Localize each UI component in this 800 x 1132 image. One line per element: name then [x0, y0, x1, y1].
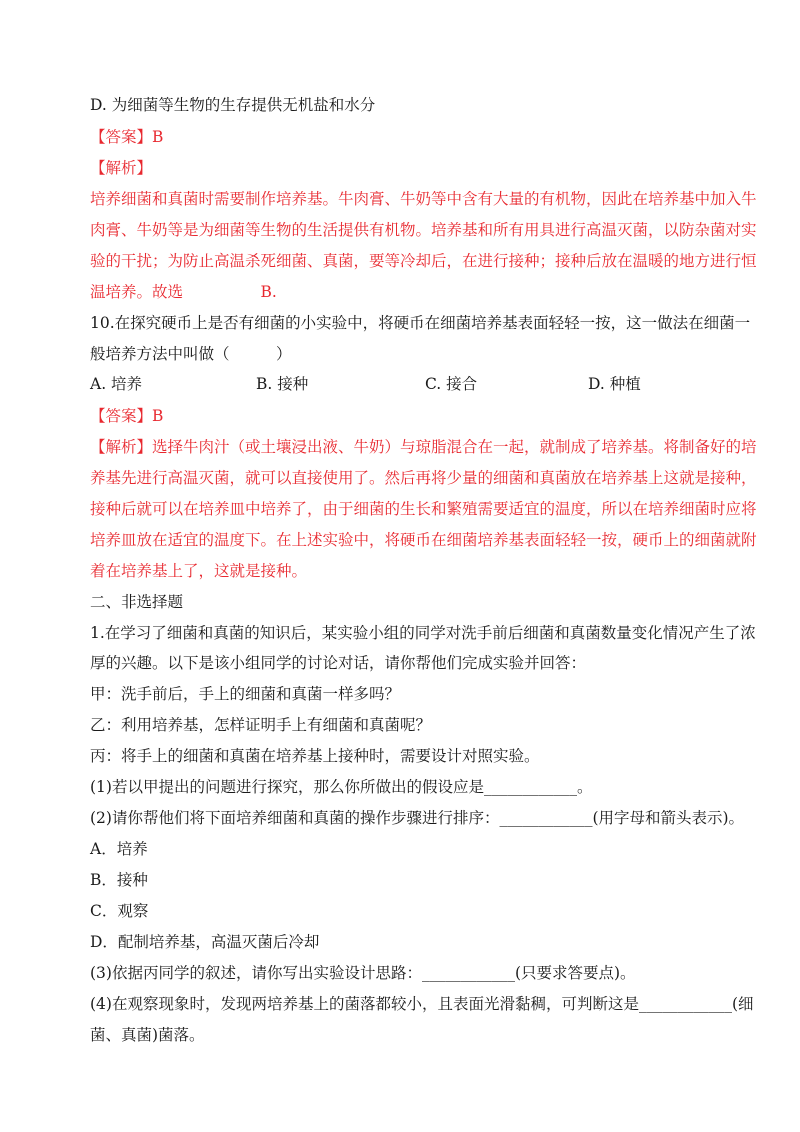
s2-line: 甲：洗手前后，手上的细菌和真菌一样多吗？	[90, 685, 401, 703]
q9-analysis-line: 培养细菌和真菌时需要制作培养基。牛肉膏、牛奶等中含有大量的有机物，因此在培养基中加入牛	[90, 190, 757, 208]
q10-stem-line: 般培养方法中叫做（ ）	[90, 345, 292, 363]
q9-option-d: D. 为细菌等生物的生存提供无机盐和水分	[90, 96, 376, 114]
q10-option-b: B. 接种	[256, 375, 309, 393]
s2-step-b: B．接种	[90, 871, 148, 889]
q10-analysis-line: 【解析】选择牛肉汁（或土壤浸出液、牛奶）与琼脂混合在一起，就制成了培养基。将制备好的培	[90, 438, 757, 456]
section-heading: 二、非选择题	[90, 593, 184, 611]
q10-answer: 【答案】B	[90, 407, 164, 425]
q10-analysis-line: 养基先进行高温灭菌，就可以直接使用了。然后再将少量的细菌和真菌放在培养基上这就是接种，	[90, 469, 757, 487]
q9-analysis-line: 温培养。故选 B.	[90, 283, 277, 301]
s2-question-4: (4)在观察现象时，发现两培养基上的菌落都较小，且表面光滑黏稠，可判断这是____________(细	[90, 995, 754, 1013]
q10-option-c: C. 接合	[425, 375, 478, 393]
q10-analysis-line: 接种后就可以在培养皿中培养了，由于细菌的生长和繁殖需要适宜的温度，所以在培养细菌时应将	[90, 500, 757, 518]
s2-step-a: A．培养	[90, 840, 148, 858]
q10-analysis-line: 培养皿放在适宜的温度下。在上述实验中，将硬币在细菌培养基表面轻轻一按，硬币上的细菌就附	[90, 531, 757, 549]
s2-step-d: D．配制培养基，高温灭菌后冷却	[90, 933, 320, 951]
s2-question-3: (3)依据丙同学的叙述，请你写出实验设计思路：____________(只要求答要点)。	[90, 964, 636, 982]
q9-analysis-line: 肉膏、牛奶等是为细菌等生物的生活提供有机物。培养基和所有用具进行高温灭菌，以防杂菌对实	[90, 221, 757, 239]
s2-line: 乙：利用培养基，怎样证明手上有细菌和真菌呢？	[90, 716, 432, 734]
s2-line: 1.在学习了细菌和真菌的知识后，某实验小组的同学对洗手前后细菌和真菌数量变化情况产生了浓	[90, 624, 756, 642]
q9-answer: 【答案】B	[90, 128, 164, 146]
q9-analysis-label: 【解析】	[90, 159, 153, 177]
q10-stem-line: 10.在探究硬币上是否有细菌的小实验中，将硬币在细菌培养基表面轻轻一按，这一做法在细菌一	[90, 314, 751, 332]
s2-line: 厚的兴趣。以下是该小组同学的讨论对话，请你帮他们完成实验并回答：	[90, 654, 587, 672]
s2-question-1: (1)若以甲提出的问题进行探究，那么你所做出的假设应是____________。	[90, 778, 593, 796]
q9-analysis-line: 验的干扰；为防止高温杀死细菌、真菌，要等冷却后，在进行接种；接种后放在温暖的地方进行恒	[90, 252, 757, 270]
q10-analysis-line: 着在培养基上了，这就是接种。	[90, 562, 308, 580]
q10-option-d: D. 种植	[588, 375, 641, 393]
s2-step-c: C．观察	[90, 902, 149, 920]
s2-question-4-cont: 菌、真菌)菌落。	[90, 1026, 205, 1044]
s2-question-2: (2)请你帮他们将下面培养细菌和真菌的操作步骤进行排序：____________(用字母和箭头表示)。	[90, 809, 745, 827]
q10-option-a: A. 培养	[90, 375, 143, 393]
s2-line: 丙：将手上的细菌和真菌在培养基上接种时，需要设计对照实验。	[90, 747, 540, 765]
